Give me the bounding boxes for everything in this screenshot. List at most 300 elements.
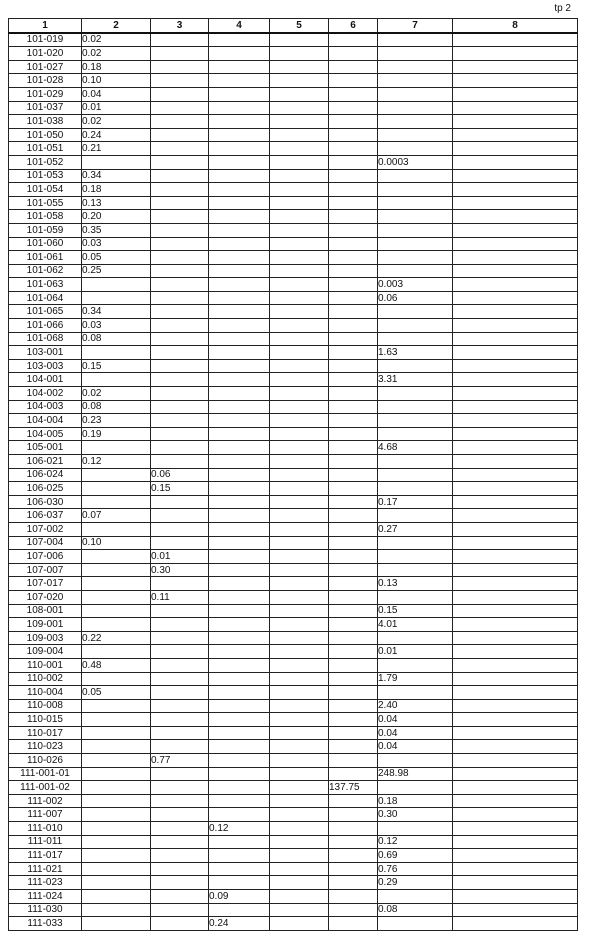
- col7-value-cell: [378, 917, 453, 931]
- col4-value-cell: [209, 767, 270, 781]
- col5-value-cell: [270, 142, 329, 156]
- col6-value-cell: [329, 658, 378, 672]
- col5-value-cell: [270, 278, 329, 292]
- row-code-cell: 107-017: [9, 577, 82, 591]
- col3-value-cell: [151, 876, 209, 890]
- row-code-cell: 107-002: [9, 522, 82, 536]
- col5-value-cell: [270, 781, 329, 795]
- col4-value-cell: [209, 210, 270, 224]
- col8-value-cell: [453, 767, 578, 781]
- col5-value-cell: [270, 794, 329, 808]
- column-header: 7: [378, 19, 453, 33]
- col2-value-cell: [82, 754, 151, 768]
- col4-value-cell: [209, 509, 270, 523]
- col3-value-cell: [151, 917, 209, 931]
- col6-value-cell: [329, 332, 378, 346]
- table-row: [9, 699, 578, 713]
- row-code-cell: 104-005: [9, 427, 82, 441]
- table-row: [9, 563, 578, 577]
- col5-value-cell: [270, 672, 329, 686]
- row-code-cell: 109-003: [9, 631, 82, 645]
- col2-value-cell: 0.15: [82, 359, 151, 373]
- col3-value-cell: [151, 890, 209, 904]
- col5-value-cell: [270, 291, 329, 305]
- table-row: [9, 155, 578, 169]
- col8-value-cell: [453, 101, 578, 115]
- col4-value-cell: [209, 278, 270, 292]
- table-row: [9, 726, 578, 740]
- col3-value-cell: [151, 60, 209, 74]
- col4-value-cell: [209, 495, 270, 509]
- col3-value-cell: [151, 699, 209, 713]
- col7-value-cell: 0.17: [378, 495, 453, 509]
- col7-value-cell: [378, 536, 453, 550]
- row-code-cell: 106-037: [9, 509, 82, 523]
- table-row: [9, 427, 578, 441]
- col2-value-cell: [82, 822, 151, 836]
- col6-value-cell: [329, 359, 378, 373]
- row-code-cell: 101-066: [9, 319, 82, 333]
- col7-value-cell: [378, 115, 453, 129]
- col6-value-cell: [329, 87, 378, 101]
- col8-value-cell: [453, 699, 578, 713]
- col3-value-cell: [151, 794, 209, 808]
- col3-value-cell: [151, 781, 209, 795]
- row-code-cell: 110-026: [9, 754, 82, 768]
- col2-value-cell: 0.10: [82, 74, 151, 88]
- col6-value-cell: [329, 346, 378, 360]
- col8-value-cell: [453, 890, 578, 904]
- col7-value-cell: [378, 455, 453, 469]
- row-code-cell: 107-020: [9, 590, 82, 604]
- col2-value-cell: [82, 699, 151, 713]
- col7-value-cell: 0.12: [378, 835, 453, 849]
- row-code-cell: 101-062: [9, 264, 82, 278]
- col7-value-cell: [378, 183, 453, 197]
- col5-value-cell: [270, 210, 329, 224]
- col6-value-cell: [329, 536, 378, 550]
- col3-value-cell: [151, 264, 209, 278]
- row-code-cell: 110-004: [9, 686, 82, 700]
- col4-value-cell: [209, 631, 270, 645]
- col6-value-cell: [329, 876, 378, 890]
- col3-value-cell: [151, 101, 209, 115]
- col4-value-cell: [209, 251, 270, 265]
- row-code-cell: 103-003: [9, 359, 82, 373]
- col8-value-cell: [453, 441, 578, 455]
- col6-value-cell: [329, 210, 378, 224]
- col4-value-cell: [209, 849, 270, 863]
- col4-value-cell: [209, 237, 270, 251]
- col4-value-cell: [209, 876, 270, 890]
- col8-value-cell: [453, 359, 578, 373]
- col6-value-cell: [329, 631, 378, 645]
- col4-value-cell: [209, 414, 270, 428]
- col3-value-cell: 0.11: [151, 590, 209, 604]
- table-row: [9, 631, 578, 645]
- col8-value-cell: [453, 414, 578, 428]
- table-row: [9, 835, 578, 849]
- col7-value-cell: 0.08: [378, 903, 453, 917]
- table-row: [9, 33, 578, 47]
- col4-value-cell: [209, 264, 270, 278]
- col8-value-cell: [453, 781, 578, 795]
- col5-value-cell: [270, 169, 329, 183]
- col5-value-cell: [270, 658, 329, 672]
- col8-value-cell: [453, 645, 578, 659]
- col4-value-cell: [209, 319, 270, 333]
- col6-value-cell: [329, 835, 378, 849]
- row-code-cell: 101-028: [9, 74, 82, 88]
- table-row: [9, 319, 578, 333]
- col7-value-cell: [378, 196, 453, 210]
- row-code-cell: 107-007: [9, 563, 82, 577]
- col6-value-cell: [329, 509, 378, 523]
- col3-value-cell: 0.06: [151, 468, 209, 482]
- col6-value-cell: [329, 414, 378, 428]
- col5-value-cell: [270, 822, 329, 836]
- table-row: [9, 509, 578, 523]
- col2-value-cell: [82, 835, 151, 849]
- row-code-cell: 101-052: [9, 155, 82, 169]
- row-code-cell: 109-001: [9, 618, 82, 632]
- col2-value-cell: 0.05: [82, 251, 151, 265]
- col4-value-cell: [209, 835, 270, 849]
- col6-value-cell: [329, 115, 378, 129]
- col2-value-cell: 0.18: [82, 60, 151, 74]
- col6-value-cell: [329, 672, 378, 686]
- col8-value-cell: [453, 115, 578, 129]
- col4-value-cell: [209, 563, 270, 577]
- col5-value-cell: [270, 713, 329, 727]
- table-row: [9, 740, 578, 754]
- col8-value-cell: [453, 223, 578, 237]
- col7-value-cell: [378, 237, 453, 251]
- col6-value-cell: [329, 387, 378, 401]
- col8-value-cell: [453, 319, 578, 333]
- col4-value-cell: [209, 672, 270, 686]
- col4-value-cell: [209, 713, 270, 727]
- col3-value-cell: [151, 835, 209, 849]
- col5-value-cell: [270, 346, 329, 360]
- col8-value-cell: [453, 618, 578, 632]
- col7-value-cell: 4.68: [378, 441, 453, 455]
- col7-value-cell: [378, 890, 453, 904]
- col7-value-cell: 0.0003: [378, 155, 453, 169]
- col4-value-cell: [209, 223, 270, 237]
- col2-value-cell: 0.20: [82, 210, 151, 224]
- col2-value-cell: [82, 794, 151, 808]
- table-row: [9, 658, 578, 672]
- header-row: [9, 19, 578, 33]
- col8-value-cell: [453, 726, 578, 740]
- row-code-cell: 104-002: [9, 387, 82, 401]
- col5-value-cell: [270, 183, 329, 197]
- col8-value-cell: [453, 251, 578, 265]
- col5-value-cell: [270, 835, 329, 849]
- col5-value-cell: [270, 645, 329, 659]
- col8-value-cell: [453, 278, 578, 292]
- col7-value-cell: 0.76: [378, 862, 453, 876]
- table-row: [9, 590, 578, 604]
- col8-value-cell: [453, 754, 578, 768]
- col7-value-cell: [378, 822, 453, 836]
- col3-value-cell: 0.15: [151, 482, 209, 496]
- col4-value-cell: [209, 482, 270, 496]
- col8-value-cell: [453, 291, 578, 305]
- col7-value-cell: 0.30: [378, 808, 453, 822]
- col7-value-cell: 4.01: [378, 618, 453, 632]
- col7-value-cell: 0.18: [378, 794, 453, 808]
- table-row: [9, 495, 578, 509]
- col2-value-cell: [82, 726, 151, 740]
- table-row: [9, 849, 578, 863]
- col7-value-cell: 0.01: [378, 645, 453, 659]
- col5-value-cell: [270, 74, 329, 88]
- col6-value-cell: [329, 237, 378, 251]
- col7-value-cell: 0.29: [378, 876, 453, 890]
- col3-value-cell: [151, 196, 209, 210]
- col6-value-cell: [329, 128, 378, 142]
- col8-value-cell: [453, 536, 578, 550]
- table-row: [9, 713, 578, 727]
- col3-value-cell: [151, 414, 209, 428]
- row-code-cell: 101-038: [9, 115, 82, 129]
- col6-value-cell: [329, 550, 378, 564]
- col3-value-cell: [151, 278, 209, 292]
- col5-value-cell: [270, 577, 329, 591]
- col7-value-cell: [378, 101, 453, 115]
- col8-value-cell: [453, 876, 578, 890]
- col4-value-cell: [209, 196, 270, 210]
- col4-value-cell: [209, 400, 270, 414]
- col7-value-cell: [378, 359, 453, 373]
- col2-value-cell: 0.12: [82, 455, 151, 469]
- col6-value-cell: [329, 373, 378, 387]
- col6-value-cell: [329, 291, 378, 305]
- col5-value-cell: [270, 33, 329, 47]
- col3-value-cell: [151, 658, 209, 672]
- col4-value-cell: [209, 577, 270, 591]
- col5-value-cell: [270, 468, 329, 482]
- col4-value-cell: [209, 862, 270, 876]
- row-code-cell: 101-050: [9, 128, 82, 142]
- col6-value-cell: [329, 495, 378, 509]
- col3-value-cell: [151, 128, 209, 142]
- table-row: [9, 278, 578, 292]
- column-header: 8: [453, 19, 578, 33]
- col3-value-cell: [151, 169, 209, 183]
- col4-value-cell: [209, 658, 270, 672]
- col8-value-cell: [453, 563, 578, 577]
- col4-value-cell: [209, 33, 270, 47]
- col5-value-cell: [270, 563, 329, 577]
- col7-value-cell: 0.13: [378, 577, 453, 591]
- col6-value-cell: [329, 33, 378, 47]
- col7-value-cell: [378, 590, 453, 604]
- col3-value-cell: [151, 726, 209, 740]
- col6-value-cell: [329, 278, 378, 292]
- col7-value-cell: 0.69: [378, 849, 453, 863]
- row-code-cell: 101-059: [9, 223, 82, 237]
- col8-value-cell: [453, 346, 578, 360]
- row-code-cell: 110-017: [9, 726, 82, 740]
- col4-value-cell: [209, 169, 270, 183]
- col2-value-cell: 0.34: [82, 169, 151, 183]
- table-row: [9, 400, 578, 414]
- col2-value-cell: 0.21: [82, 142, 151, 156]
- col8-value-cell: [453, 142, 578, 156]
- col7-value-cell: [378, 74, 453, 88]
- col6-value-cell: [329, 264, 378, 278]
- col3-value-cell: [151, 223, 209, 237]
- col4-value-cell: [209, 550, 270, 564]
- col8-value-cell: [453, 849, 578, 863]
- col4-value-cell: 0.24: [209, 917, 270, 931]
- col7-value-cell: [378, 482, 453, 496]
- col3-value-cell: [151, 346, 209, 360]
- col5-value-cell: [270, 876, 329, 890]
- table-row: [9, 60, 578, 74]
- row-code-cell: 101-055: [9, 196, 82, 210]
- col5-value-cell: [270, 536, 329, 550]
- col3-value-cell: [151, 509, 209, 523]
- col5-value-cell: [270, 862, 329, 876]
- col6-value-cell: [329, 427, 378, 441]
- col8-value-cell: [453, 713, 578, 727]
- col3-value-cell: [151, 495, 209, 509]
- col6-value-cell: [329, 101, 378, 115]
- col3-value-cell: [151, 645, 209, 659]
- col4-value-cell: [209, 346, 270, 360]
- col7-value-cell: [378, 414, 453, 428]
- col2-value-cell: [82, 740, 151, 754]
- col6-value-cell: [329, 455, 378, 469]
- col2-value-cell: [82, 849, 151, 863]
- table-row: [9, 196, 578, 210]
- table-row: [9, 101, 578, 115]
- col6-value-cell: [329, 822, 378, 836]
- column-header: 5: [270, 19, 329, 33]
- col7-value-cell: [378, 142, 453, 156]
- table-row: [9, 903, 578, 917]
- col3-value-cell: [151, 305, 209, 319]
- col6-value-cell: 137.75: [329, 781, 378, 795]
- row-code-cell: 101-037: [9, 101, 82, 115]
- col4-value-cell: [209, 115, 270, 129]
- col6-value-cell: [329, 196, 378, 210]
- col4-value-cell: [209, 455, 270, 469]
- col3-value-cell: [151, 522, 209, 536]
- col3-value-cell: [151, 536, 209, 550]
- col5-value-cell: [270, 754, 329, 768]
- table-row: [9, 468, 578, 482]
- col3-value-cell: [151, 373, 209, 387]
- col6-value-cell: [329, 903, 378, 917]
- col2-value-cell: [82, 278, 151, 292]
- table-row: [9, 808, 578, 822]
- col3-value-cell: [151, 822, 209, 836]
- col6-value-cell: [329, 890, 378, 904]
- col4-value-cell: [209, 726, 270, 740]
- col3-value-cell: [151, 849, 209, 863]
- row-code-cell: 107-004: [9, 536, 82, 550]
- col3-value-cell: [151, 251, 209, 265]
- col7-value-cell: [378, 210, 453, 224]
- col4-value-cell: [209, 522, 270, 536]
- col3-value-cell: [151, 74, 209, 88]
- col4-value-cell: [209, 590, 270, 604]
- col3-value-cell: [151, 618, 209, 632]
- col6-value-cell: [329, 169, 378, 183]
- col8-value-cell: [453, 672, 578, 686]
- col6-value-cell: [329, 155, 378, 169]
- col4-value-cell: [209, 618, 270, 632]
- col8-value-cell: [453, 87, 578, 101]
- col3-value-cell: [151, 713, 209, 727]
- col8-value-cell: [453, 427, 578, 441]
- col5-value-cell: [270, 414, 329, 428]
- col7-value-cell: [378, 47, 453, 61]
- col6-value-cell: [329, 577, 378, 591]
- col2-value-cell: 0.02: [82, 47, 151, 61]
- col8-value-cell: [453, 332, 578, 346]
- col3-value-cell: [151, 740, 209, 754]
- table-row: [9, 264, 578, 278]
- col6-value-cell: [329, 740, 378, 754]
- col8-value-cell: [453, 33, 578, 47]
- col7-value-cell: 0.04: [378, 713, 453, 727]
- col7-value-cell: [378, 87, 453, 101]
- row-code-cell: 111-001-01: [9, 767, 82, 781]
- col2-value-cell: 0.05: [82, 686, 151, 700]
- row-code-cell: 109-004: [9, 645, 82, 659]
- col8-value-cell: [453, 808, 578, 822]
- col3-value-cell: [151, 291, 209, 305]
- col7-value-cell: 0.15: [378, 604, 453, 618]
- col3-value-cell: [151, 142, 209, 156]
- row-code-cell: 104-004: [9, 414, 82, 428]
- col3-value-cell: [151, 155, 209, 169]
- col4-value-cell: 0.12: [209, 822, 270, 836]
- col8-value-cell: [453, 155, 578, 169]
- table-row: [9, 754, 578, 768]
- table-row: [9, 645, 578, 659]
- col8-value-cell: [453, 686, 578, 700]
- col5-value-cell: [270, 47, 329, 61]
- col5-value-cell: [270, 509, 329, 523]
- col2-value-cell: 0.18: [82, 183, 151, 197]
- row-code-cell: 107-006: [9, 550, 82, 564]
- row-code-cell: 101-019: [9, 33, 82, 47]
- table-row: [9, 794, 578, 808]
- col6-value-cell: [329, 142, 378, 156]
- col3-value-cell: [151, 33, 209, 47]
- table-row: [9, 577, 578, 591]
- col6-value-cell: [329, 767, 378, 781]
- column-header: 6: [329, 19, 378, 33]
- col4-value-cell: [209, 373, 270, 387]
- col3-value-cell: [151, 808, 209, 822]
- col3-value-cell: [151, 115, 209, 129]
- row-code-cell: 111-033: [9, 917, 82, 931]
- col7-value-cell: 2.40: [378, 699, 453, 713]
- table-row: [9, 115, 578, 129]
- col8-value-cell: [453, 509, 578, 523]
- col8-value-cell: [453, 373, 578, 387]
- table-row: [9, 522, 578, 536]
- col6-value-cell: [329, 713, 378, 727]
